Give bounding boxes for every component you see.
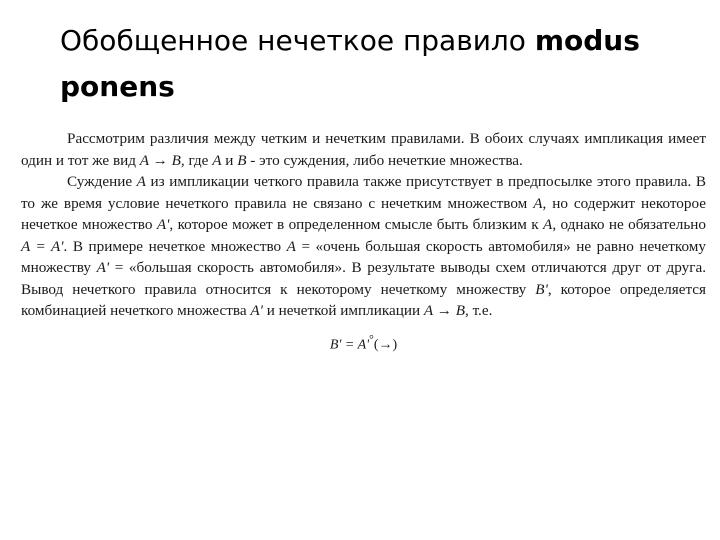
paragraph-1 (21, 128, 706, 171)
scanned-text-image (21, 128, 706, 355)
slide-title-bold: modus ponens (60, 24, 640, 103)
set-symbol: A' (96, 259, 110, 276)
text-run: , т.е. (464, 302, 493, 319)
formula-lhs: B' = A' (329, 337, 370, 353)
text-run: и (221, 151, 238, 169)
set-symbol: A (543, 216, 553, 233)
text-run: , однако не обязательно (552, 216, 706, 233)
text-run: , которое может в определенном смысле быть близким к (169, 216, 544, 233)
slide-title-text: Обобщенное нечеткое правило (60, 24, 535, 57)
text-run: = «очень большая скорость автомобиля» не равно нечеткому множеству (21, 237, 706, 276)
slide-title (60, 18, 680, 110)
text-run: Суждение (67, 173, 137, 190)
text-run: и нечеткой импликации (262, 302, 424, 319)
composition-formula (21, 330, 706, 356)
text-run: - это суждения, либо нечеткие множества. (246, 151, 523, 169)
implication-formula: A → B (139, 151, 181, 169)
text-run: = «большая скорость автомобиля». В результате выводы схем отличаются друг от друга. Вывод нечеткого правила относится к некоторому нечеткому множеству (21, 259, 706, 298)
set-symbol: A' (156, 216, 170, 233)
text-run: из импликации четкого правила также присутствует в предпосылке этого правила. В то же время условие нечеткого правила не связано с нечетким множеством (21, 173, 706, 212)
text-run: . В примере нечеткое множество (63, 237, 287, 255)
text-run: , где (180, 151, 213, 169)
set-symbol: A (533, 194, 543, 212)
text-run: , но содержит некоторое нечеткое множество (21, 194, 706, 233)
paragraph-2 (21, 171, 706, 322)
set-symbol: B (237, 151, 247, 169)
set-symbol: A (212, 151, 222, 169)
set-symbol: A' (250, 302, 263, 319)
text-run: , которое определяется комбинацией нечеткого множества (21, 280, 707, 319)
set-symbol: B' (535, 280, 548, 298)
equality-formula: A = A' (21, 237, 64, 255)
set-symbol: A (136, 173, 146, 190)
formula-rhs: (→) (373, 337, 398, 353)
text-run: Рассмотрим различия между четким и нечетким правилами. В обоих случаях импликация имеет один и тот же вид (21, 130, 706, 169)
implication-formula: A → B (423, 302, 465, 319)
formula-operator: ° (369, 332, 374, 346)
set-symbol: A (286, 237, 296, 255)
